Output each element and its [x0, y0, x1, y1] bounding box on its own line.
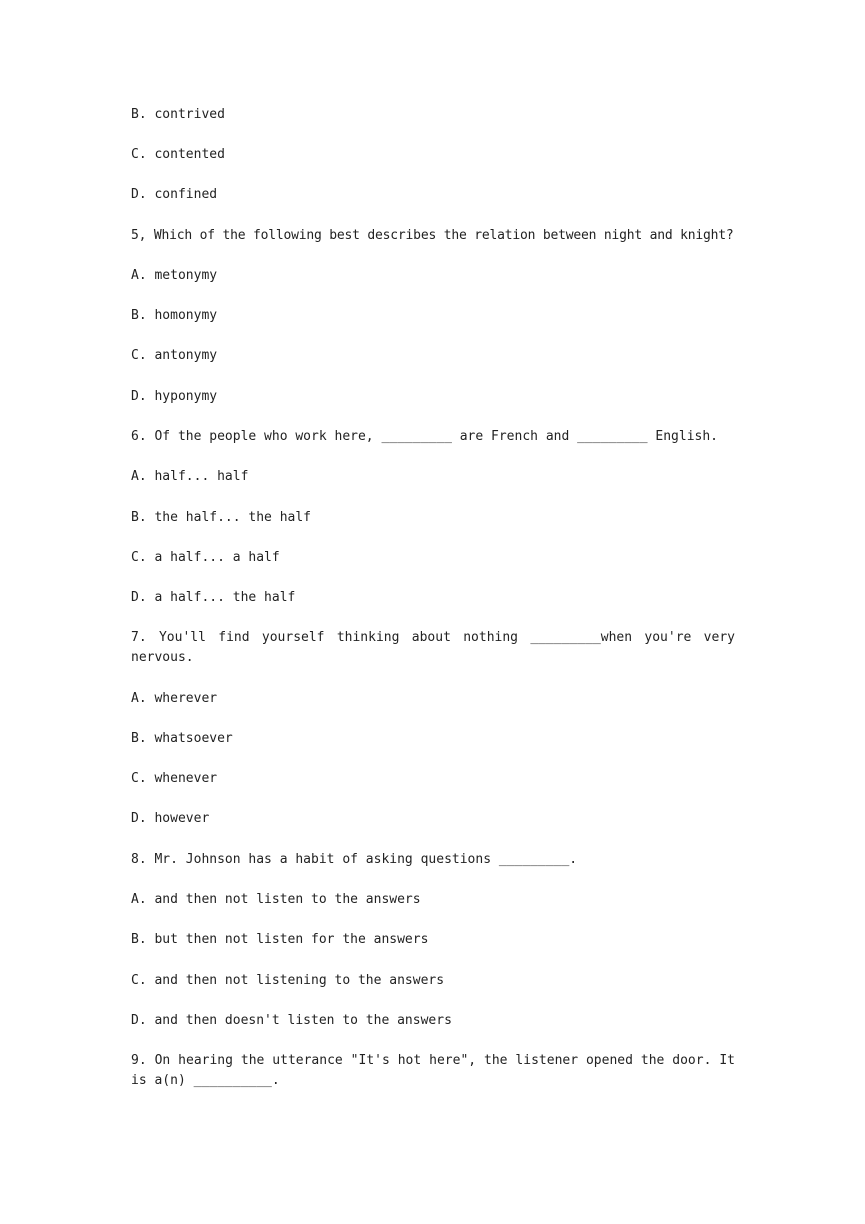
q6-option-c: C. a half... a half [131, 550, 280, 565]
q7-option-d: D. however [131, 811, 210, 826]
q8-option-b: B. but then not listen for the answers [131, 932, 429, 947]
q6-option-b: B. the half... the half [131, 510, 312, 525]
q5-option-b: B. homonymy [131, 308, 218, 323]
q8-option-a: A. and then not listen to the answers [131, 892, 421, 907]
q8-option-c: C. and then not listening to the answers [131, 973, 445, 988]
q7-option-b: B. whatsoever [131, 731, 233, 746]
q8-option-d: D. and then doesn't listen to the answers [131, 1013, 452, 1028]
q4-option-b: B. contrived [131, 107, 225, 122]
question-6: 6. Of the people who work here, _________ are French and _________ English. [131, 429, 718, 444]
q7-option-c: C. whenever [131, 771, 218, 786]
question-9-line-1: 9. On hearing the utterance "It's hot here", the listener opened the door. It [131, 1053, 735, 1068]
question-7-line-2: nervous. [131, 650, 194, 665]
q5-option-d: D. hyponymy [131, 389, 218, 404]
question-9-line-2: is a(n) __________. [131, 1073, 280, 1088]
question-5: 5, Which of the following best describes the relation between night and knight? [131, 228, 734, 243]
question-7-line-1: 7. You'll find yourself thinking about nothing _________when you're very [131, 630, 735, 645]
q6-option-a: A. half... half [131, 469, 249, 484]
q7-option-a: A. wherever [131, 691, 218, 706]
q4-option-d: D. confined [131, 187, 218, 202]
q6-option-d: D. a half... the half [131, 590, 296, 605]
q5-option-a: A. metonymy [131, 268, 218, 283]
question-8: 8. Mr. Johnson has a habit of asking questions _________. [131, 852, 578, 867]
q5-option-c: C. antonymy [131, 348, 218, 363]
q4-option-c: C. contented [131, 147, 225, 162]
